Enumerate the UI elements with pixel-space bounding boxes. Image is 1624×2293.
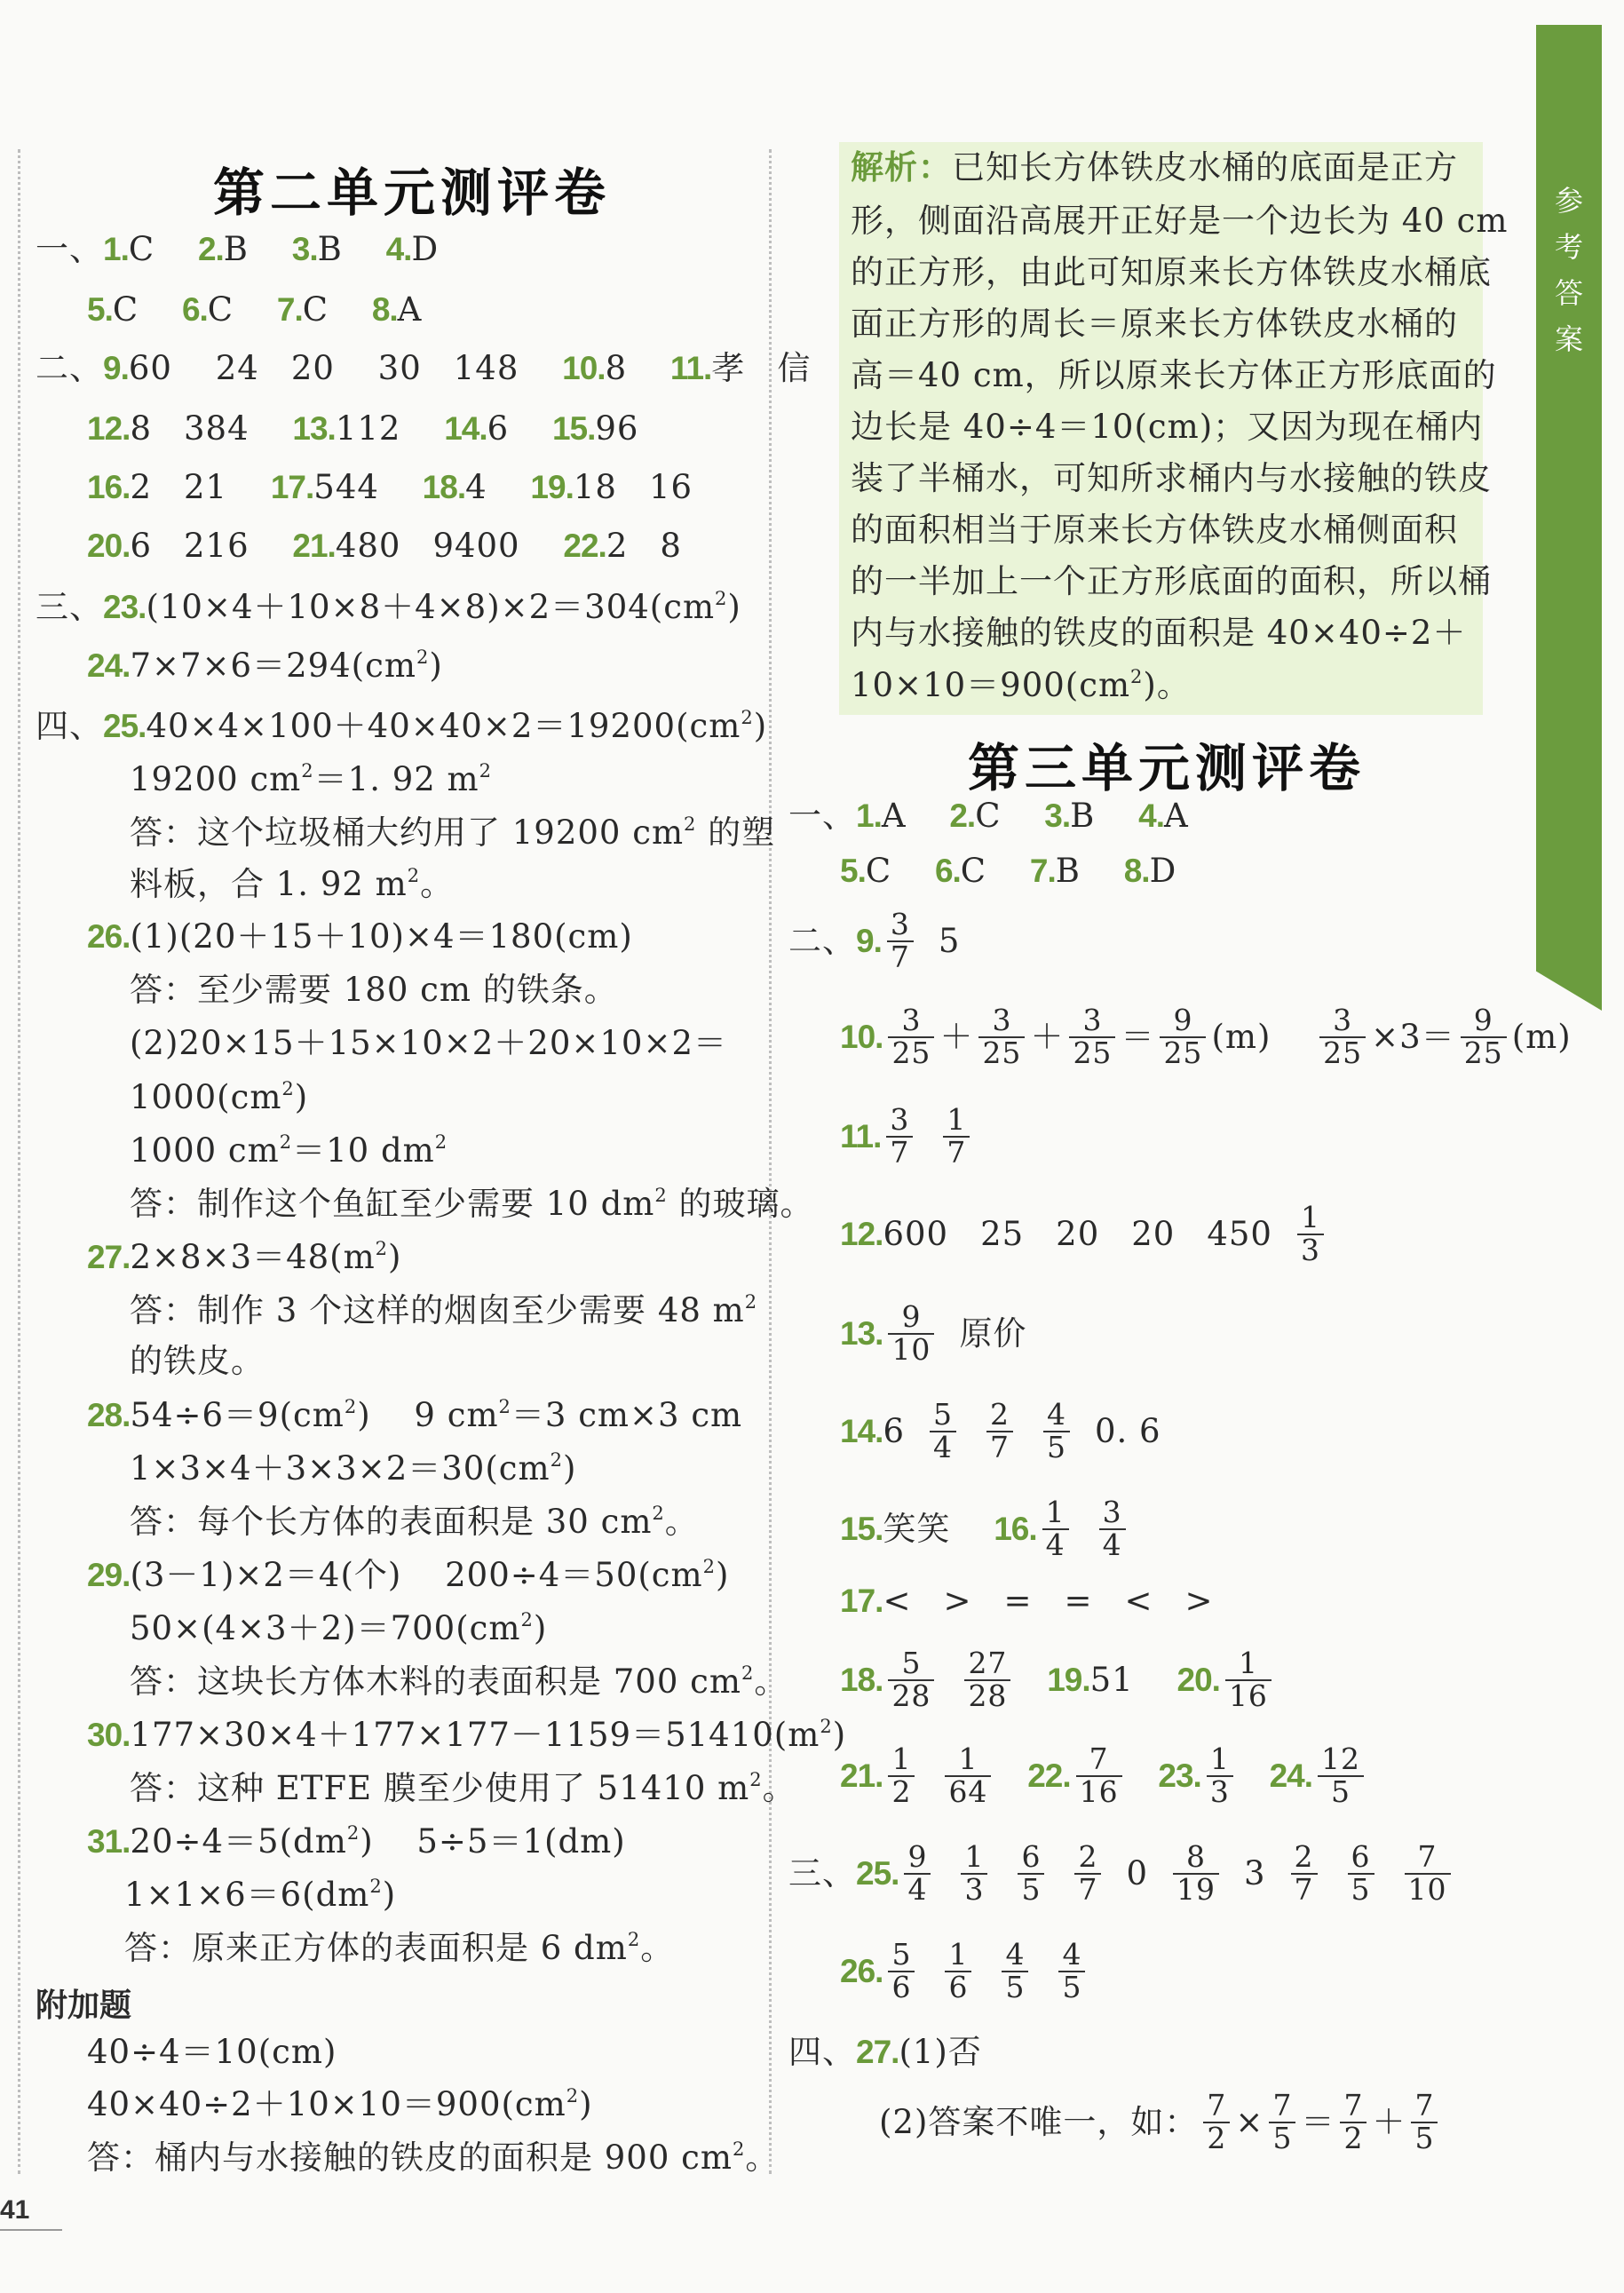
u3-s1-row1: 一、1.A 2.C 3.B 4.A xyxy=(788,797,1189,835)
fraction: $\frac{5}{4}$ xyxy=(930,1400,956,1463)
answer-key-tab-label: 参考答案 xyxy=(1554,184,1583,356)
analysis-line-2: 形，侧面沿高展开正好是一个边长为 40 cm xyxy=(851,202,1509,240)
analysis-line-5: 高＝40 cm，所以原来长方体正方形底面的 xyxy=(851,356,1497,394)
fraction: $\frac{1}{6}$ xyxy=(945,1940,971,2003)
u2-s1-row2: 5.C 6.C 7.C 8.A xyxy=(87,290,423,329)
u3-q12: 12.600 25 20 20 450 $\frac{1}{3}$ xyxy=(840,1202,1329,1266)
u2-q30-answer: 答：这种 ETFE 膜至少使用了 51410 $m^2$。 xyxy=(130,1769,796,1807)
u3-q10: 10. $\frac{3}{25}$ ＋ $\frac{3}{25}$ ＋ $\frac{3}{25}$ ＝ $\frac{9}{25}$ (m) $\frac{3}{25}$ ×3＝ $\frac{9}{25}$ (m) xyxy=(840,1003,1572,1070)
fraction: $\frac{1}{3}$ xyxy=(1297,1202,1324,1266)
u2-s2-row1: 二、9.60 24 20 30 148 10.8 11.孝 信 xyxy=(36,349,812,387)
u2-q25: 四、$25.40\times 4\times 100+40\times 40\times 2=19200(cm^2)$ xyxy=(36,707,768,745)
u3-q15-q16: 15.笑笑 16. $\frac{1}{4}$ $\frac{3}{4}$ xyxy=(840,1497,1131,1560)
extra-line2: $40\times 40\div 2+10\times 10=900(cm^2)$ xyxy=(87,2085,593,2123)
u3-q17: 17.< > = = < > xyxy=(840,1582,1214,1620)
analysis-line-7: 装了半桶水，可知所求桶内与水接触的铁皮 xyxy=(851,459,1492,497)
analysis-line-10: 内与水接触的铁皮的面积是 40×40÷2＋ xyxy=(851,614,1467,652)
fraction: $\frac{9}{10}$ xyxy=(888,1302,934,1365)
u2-q28-line2: $1\times 3\times 4+3\times 3\times 2=30(cm^2)$ xyxy=(130,1449,577,1488)
u2-q27: $27.2\times 8\times 3=48(m^2)$ xyxy=(87,1238,402,1276)
u2-q26-answer2: 答：制作这个鱼缸至少需要 10 $dm^2$ 的玻璃。 xyxy=(130,1185,814,1223)
fraction: $\frac{2}{7}$ xyxy=(1291,1842,1318,1905)
u2-q31-line2: $1\times 1\times 6=6(dm^2)$ xyxy=(124,1876,397,1914)
u2-s2-row4: 20.6 216 21.480 9400 22.2 8 xyxy=(87,527,682,565)
fraction: $\frac{5}{6}$ xyxy=(888,1940,915,2003)
u2-q26-conversion: 1000 $cm^2=10$ $dm^2$ xyxy=(130,1131,448,1170)
fraction: $\frac{4}{5}$ xyxy=(1058,1940,1085,2003)
fraction: $\frac{7}{16}$ xyxy=(1076,1744,1122,1807)
fraction: $\frac{1}{7}$ xyxy=(943,1105,970,1168)
fraction: $\frac{27}{28}$ xyxy=(964,1648,1010,1711)
u2-q31: $31.20\div 4=5(dm^2)$ 5÷5＝1(dm) xyxy=(87,1822,626,1861)
fraction: $\frac{3}{25}$ xyxy=(1069,1005,1115,1068)
u3-q25: 三、25. $\frac{9}{4}$ $\frac{1}{3}$ $\frac{6}{5}$ $\frac{2}{7}$ 0 $\frac{8}{19}$ 3 $\frac{2}{7}$ $\frac{6}{5}$ $\frac{7}{10}$ xyxy=(788,1842,1456,1905)
fraction: $\frac{4}{5}$ xyxy=(1002,1940,1028,2003)
u3-q13: 13. $\frac{9}{10}$ 原价 xyxy=(840,1299,1027,1367)
page-number-rule xyxy=(0,2229,62,2231)
fraction: $\frac{1}{3}$ xyxy=(961,1842,987,1905)
u2-q28-answer: 答：每个长方体的表面积是 30 $cm^2$。 xyxy=(130,1503,699,1541)
u2-s2-row2: 12.8 384 13.112 14.6 15.96 xyxy=(87,409,639,448)
fraction: $\frac{2}{7}$ xyxy=(1074,1842,1101,1905)
u2-q26-part2-result: $1000(cm^2)$ xyxy=(130,1078,309,1116)
unit3-title: 第三单元测评卷 xyxy=(968,738,1367,798)
u2-q26-part2: (2)20×15＋15×10×2＋20×10×2＝ xyxy=(130,1024,727,1062)
u3-q9: 二、9. $\frac{3}{7}$ 5 xyxy=(788,907,961,974)
u2-q27-answer-cont: 的铁皮。 xyxy=(130,1342,265,1380)
fraction: $\frac{4}{5}$ xyxy=(1043,1400,1070,1463)
analysis-line-4: 面正方形的周长＝原来长方体铁皮水桶的 xyxy=(851,305,1458,343)
u2-q25-line2: 19200 $cm^2=1$. 92 $m^2$ xyxy=(130,760,493,798)
fraction: $\frac{3}{7}$ xyxy=(886,1105,913,1168)
fraction: $\frac{8}{19}$ xyxy=(1173,1842,1219,1905)
u2-s1-row1: 一、1.C 2.B 3.B 4.D xyxy=(36,230,440,268)
fraction: $\frac{1}{16}$ xyxy=(1225,1648,1271,1711)
fraction: $\frac{1}{64}$ xyxy=(945,1744,991,1807)
fraction: $\frac{1}{4}$ xyxy=(1042,1497,1069,1560)
u3-q27: 四、27.(1)否 xyxy=(788,2033,982,2071)
extra-answer: 答：桶内与水接触的铁皮的面积是 900 $cm^2$。 xyxy=(87,2138,780,2177)
u3-q27-part2: (2)答案不唯一，如： $\frac{7}{2}$ × $\frac{7}{5}$ ＝ $\frac{7}{2}$ ＋ $\frac{7}{5}$ xyxy=(879,2091,1443,2154)
fraction: $\frac{3}{25}$ xyxy=(888,1005,934,1068)
left-margin-dotted-line xyxy=(18,149,20,2174)
fraction: $\frac{6}{5}$ xyxy=(1018,1842,1044,1905)
u2-q26: 26.(1)(20＋15＋10)×4＝180(cm) xyxy=(87,917,633,956)
u3-q14: 14.6 $\frac{5}{4}$ $\frac{2}{7}$ $\frac{4}{5}$ 0. 6 xyxy=(840,1397,1161,1464)
extra-title: 附加题 xyxy=(36,1988,132,2024)
analysis-line-8: 的面积相当于原来长方体铁皮水桶侧面积 xyxy=(851,511,1458,549)
fraction: $\frac{7}{2}$ xyxy=(1203,2091,1230,2154)
fraction: $\frac{3}{7}$ xyxy=(887,909,914,972)
answer-key-tab xyxy=(1536,25,1602,1011)
u2-q29: 29.(3－1)×2＝4(个) $200\div 4=50(cm^2)$ xyxy=(87,1556,730,1594)
u2-q29-answer: 答：这块长方体木料的表面积是 700 $cm^2$。 xyxy=(130,1662,788,1701)
analysis-line-11: $10\times 10=900(cm^2)$。 xyxy=(851,666,1191,704)
analysis-line-1: 解析：已知长方体铁皮水桶的底面是正方 xyxy=(851,147,1458,186)
fraction: $\frac{3}{25}$ xyxy=(1319,1005,1366,1068)
u3-q21-q24: 21. $\frac{1}{2}$ $\frac{1}{64}$ 22. $\frac{7}{16}$ 23. $\frac{1}{3}$ 24. $\frac{12}{5}$ xyxy=(840,1744,1369,1807)
u2-q23: 三、$23.(10\times 4+10\times 8+4\times 8)\times 2=304(cm^2)$ xyxy=(36,588,741,626)
u2-q31-answer: 答：原来正方体的表面积是 6 $dm^2$。 xyxy=(124,1929,675,1967)
u2-q25-answer-cont: 料板，合 1. 92 $m^2$。 xyxy=(130,865,455,903)
u2-q28: $28.54\div 6=9(cm^2)$ 9 $cm^2=3$ cm×3 cm xyxy=(87,1396,743,1434)
u3-q11: 11. $\frac{3}{7}$ $\frac{1}{7}$ xyxy=(840,1105,975,1168)
u2-q26-answer1: 答：至少需要 180 cm 的铁条。 xyxy=(130,971,618,1009)
u2-q27-answer: 答：制作 3 个这样的烟囱至少需要 48 $m^2$ xyxy=(130,1291,758,1329)
fraction: $\frac{2}{7}$ xyxy=(986,1400,1013,1463)
column-divider xyxy=(769,149,772,2174)
fraction: $\frac{9}{25}$ xyxy=(1461,1005,1507,1068)
analysis-line-6: 边长是 40÷4＝10(cm)；又因为现在桶内 xyxy=(851,408,1484,446)
u2-q24: $24.7\times 7\times 6=294(cm^2)$ xyxy=(87,647,443,685)
u2-q30: $30.177\times 30\times 4+177\times 177-1159=51410(m^2)$ xyxy=(87,1716,847,1754)
analysis-line-9: 的一半加上一个正方形底面的面积，所以桶 xyxy=(851,562,1492,600)
u2-q25-answer: 答：这个垃圾桶大约用了 19200 $cm^2$ 的塑 xyxy=(130,813,776,852)
fraction: $\frac{7}{2}$ xyxy=(1340,2091,1367,2154)
fraction: $\frac{7}{10}$ xyxy=(1405,1842,1451,1905)
fraction: $\frac{1}{3}$ xyxy=(1207,1744,1233,1807)
u3-s1-row2: 5.C 6.C 7.B 8.D xyxy=(840,852,1177,890)
extra-line1: 40÷4＝10(cm) xyxy=(87,2033,337,2071)
page-number: 41 xyxy=(0,2195,30,2225)
u3-q18-q20: 18. $\frac{5}{28}$ $\frac{27}{28}$ 19.51 20. $\frac{1}{16}$ xyxy=(840,1648,1277,1711)
analysis-line-3: 的正方形，由此可知原来长方体铁皮水桶底 xyxy=(851,253,1492,291)
fraction: $\frac{3}{25}$ xyxy=(978,1005,1025,1068)
u3-q26: 26. $\frac{5}{6}$ $\frac{1}{6}$ $\frac{4}{5}$ $\frac{4}{5}$ xyxy=(840,1940,1090,2003)
fraction: $\frac{1}{2}$ xyxy=(888,1744,915,1807)
fraction: $\frac{6}{5}$ xyxy=(1348,1842,1374,1905)
fraction: $\frac{3}{4}$ xyxy=(1099,1497,1126,1560)
fraction: $\frac{7}{5}$ xyxy=(1411,2091,1438,2154)
fraction: $\frac{7}{5}$ xyxy=(1269,2091,1295,2154)
fraction: $\frac{5}{28}$ xyxy=(888,1648,934,1711)
u2-q29-line2: $50\times(4\times 3+2)=700(cm^2)$ xyxy=(130,1609,548,1647)
fraction: $\frac{9}{25}$ xyxy=(1160,1005,1206,1068)
unit2-title: 第二单元测评卷 xyxy=(213,163,612,223)
fraction: $\frac{12}{5}$ xyxy=(1318,1744,1364,1807)
u2-s2-row3: 16.2 21 17.544 18.4 19.18 16 xyxy=(87,468,693,506)
fraction: $\frac{9}{4}$ xyxy=(904,1842,931,1905)
